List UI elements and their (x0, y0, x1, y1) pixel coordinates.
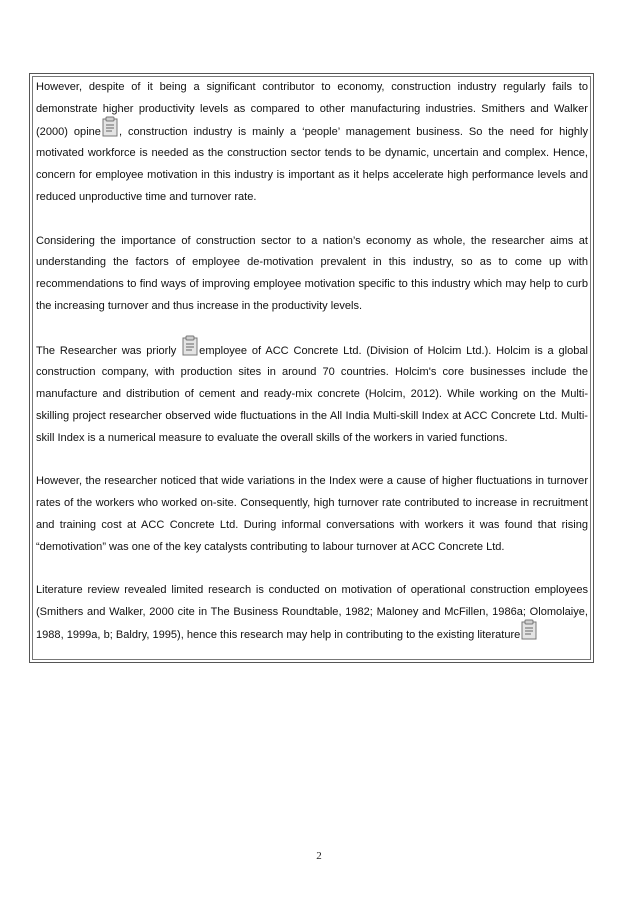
paragraph-3-text-a: The Researcher was priorly (36, 344, 177, 357)
note-icon[interactable] (521, 624, 537, 640)
body-text (36, 77, 588, 647)
paragraph-3-text-b: employee of ACC Concrete Ltd. (Division of Holcim Ltd.). Holcim is a global construction company, with production sites in around 70 countries. Holcim's core businesses include the manufacture and distribution of cement and ready-mix concrete (Holcim, 2012). While working on the Multi-skilling project researcher observed wide fluctuations in the All India Multi-skill Index at ACC Concrete Ltd. Multi-skill Index is a numerical measure to evaluate the overall skills of the workers in varied functions. (36, 344, 588, 444)
paragraph-1-text-a: However, despite of it being a significant contributor to economy, construction industry regularly fails to demonstrate higher productivity levels as compared to other manufacturing industries. Smithers and Walker (2000) opine (36, 81, 588, 138)
paragraph-4-text: However, the researcher noticed that wide variations in the Index were a cause of higher fluctuations in turnover rates of the workers who worked on-site. Consequently, high turnover rate contributed to increase in recruitment and training cost at ACC Concrete Ltd. During informal conversations with workers it was found that rising “demotivation” was one of the key catalysts contributing to labour turnover at ACC Concrete Ltd. (36, 475, 588, 553)
paragraph-1 (36, 77, 588, 209)
paragraph-4 (36, 471, 588, 558)
page-number: 2 (316, 850, 322, 862)
paragraph-3 (36, 340, 588, 450)
paragraph-2 (36, 231, 588, 318)
paragraph-5 (36, 580, 588, 646)
note-icon[interactable] (102, 121, 118, 137)
paragraph-1-text-b: , construction industry is mainly a ‘people’ management business. So the need for highly motivated workforce is needed as the construction sector tends to be dynamic, uncertain and complex. Hence, concern for employee motivation in this industry is important as it helps accelerate high performance levels and reduced unproductive time and turnover rate. (36, 125, 588, 203)
paragraph-5-text: Literature review revealed limited research is conducted on motivation of operational construction employees (Smithers and Walker, 2000 cite in The Business Roundtable, 1982; Maloney and McFillen, 1986a; Olomolaiye, 1988, 1999a, b; Baldry, 1995), hence this research may help in contributing to the existing literature (36, 584, 588, 641)
paragraph-2-text: Considering the importance of construction sector to a nation’s economy as whole, the researcher aims at understanding the factors of employee de-motivation prevalent in this industry, so as to come up with recommendations to find ways of improving employee motivation specific to this industry which may help to curb the increasing turnover and thus increase in the productivity levels. (36, 234, 588, 312)
note-icon[interactable] (182, 340, 198, 356)
